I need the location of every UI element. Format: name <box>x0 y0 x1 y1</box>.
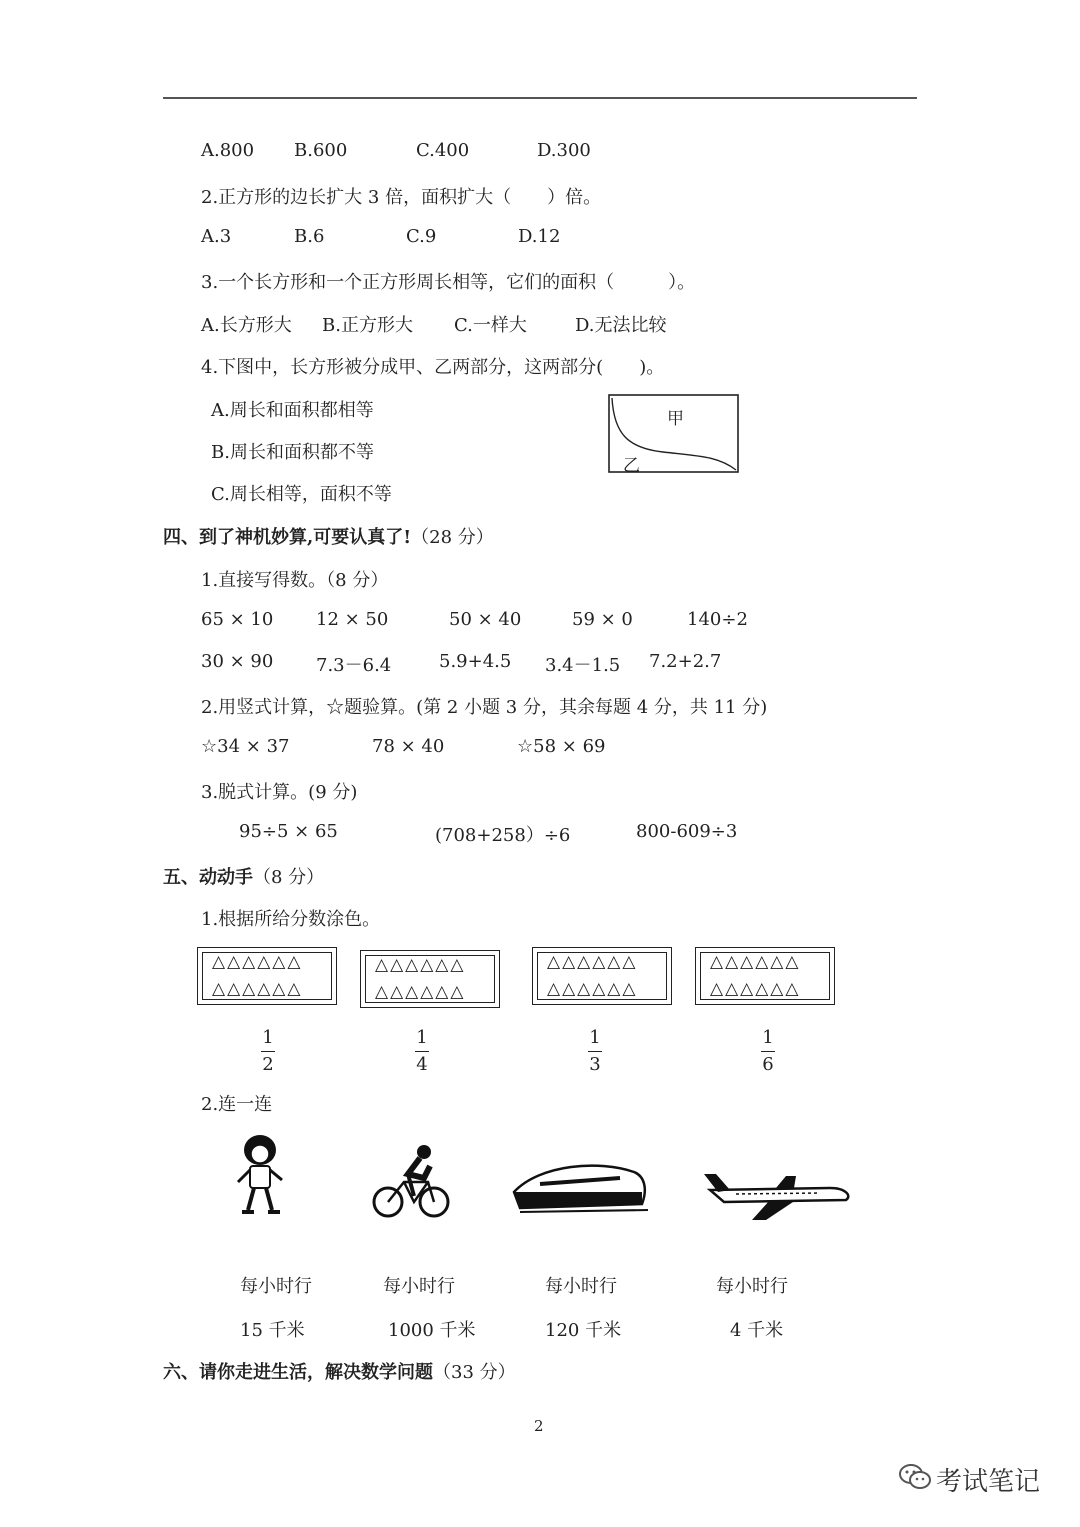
q3-option-c: C.一样大 <box>454 315 527 336</box>
section5-score: （8 分） <box>253 867 325 888</box>
triangle-row: △△△△△△ <box>212 979 303 999</box>
section4-q1-title: 1.直接写得数。（8 分） <box>201 570 389 591</box>
triangle-box-1 <box>197 947 337 1005</box>
fraction-numerator: 1 <box>416 1027 428 1048</box>
fraction-denominator: 4 <box>416 1054 428 1075</box>
section5-heading <box>163 863 324 889</box>
q2-option-a: A.3 <box>201 226 232 247</box>
calc-r2-c4: 3.4－1.5 <box>545 655 621 676</box>
q2-option-d: D.12 <box>518 226 561 247</box>
vertical-calc-2: 78 × 40 <box>372 736 445 757</box>
section5-q1-title: 1.根据所给分数涂色。 <box>201 909 381 930</box>
fraction-numerator: 1 <box>589 1027 601 1048</box>
airplane-icon <box>700 1166 854 1222</box>
stepwise-calc-3: 800-609÷3 <box>636 821 738 842</box>
calc-r1-c3: 50 × 40 <box>449 609 522 630</box>
calc-r1-c4: 59 × 0 <box>572 609 633 630</box>
calc-r1-c2: 12 × 50 <box>316 609 389 630</box>
figure-label-jia: 甲 <box>667 409 684 429</box>
q4-option-b: B.周长和面积都不等 <box>211 442 374 463</box>
q1-option-b: B.600 <box>294 140 348 161</box>
triangle-row: △△△△△△ <box>375 955 466 975</box>
q3-stem: 3.一个长方形和一个正方形周长相等，它们的面积（ ）。 <box>201 272 696 293</box>
q1-option-d: D.300 <box>537 140 591 161</box>
q3-option-b: B.正方形大 <box>322 315 413 336</box>
figure-label-yi: 乙 <box>623 456 640 476</box>
q1-option-a: A.800 <box>201 140 255 161</box>
q2-stem: 2.正方形的边长扩大 3 倍，面积扩大（ ）倍。 <box>201 187 602 208</box>
cyclist-icon <box>370 1140 452 1222</box>
triangle-box-3 <box>532 947 672 1005</box>
triangle-row: △△△△△△ <box>547 952 638 972</box>
wechat-icon <box>898 1462 932 1492</box>
fraction-1-3 <box>580 1027 610 1076</box>
section5-q2-title: 2.连一连 <box>201 1094 273 1115</box>
fraction-denominator: 6 <box>762 1054 774 1075</box>
calc-r1-c1: 65 × 10 <box>201 609 274 630</box>
walking-girl-icon <box>228 1132 294 1220</box>
page-number: 2 <box>534 1417 544 1435</box>
section5-title: 五、动动手 <box>163 867 253 888</box>
section4-q2-title: 2.用竖式计算，☆题验算。(第 2 小题 3 分，其余每题 4 分，共 11 分) <box>201 697 768 718</box>
stepwise-calc-1: 95÷5 × 65 <box>239 821 338 842</box>
q2-option-c: C.9 <box>406 226 437 247</box>
triangle-box-4 <box>695 947 835 1005</box>
speed-label-4: 每小时行 <box>716 1276 788 1297</box>
speed-value-2: 1000 千米 <box>388 1320 476 1341</box>
triangle-row: △△△△△△ <box>212 952 303 972</box>
section4-q3-title: 3.脱式计算。(9 分) <box>201 782 358 803</box>
q4-stem: 4.下图中，长方形被分成甲、乙两部分，这两部分( )。 <box>201 357 665 378</box>
calc-r2-c5: 7.2+2.7 <box>649 651 722 672</box>
speed-label-2: 每小时行 <box>383 1276 455 1297</box>
speed-value-4: 4 千米 <box>730 1320 784 1341</box>
watermark-text: 考试笔记 <box>936 1467 1041 1497</box>
triangle-row: △△△△△△ <box>710 979 801 999</box>
triangle-row: △△△△△△ <box>547 979 638 999</box>
speed-label-1: 每小时行 <box>240 1276 312 1297</box>
triangle-row: △△△△△△ <box>375 982 466 1002</box>
calc-r1-c5: 140÷2 <box>687 609 748 630</box>
stepwise-calc-2: (708+258）÷6 <box>435 825 571 846</box>
triangle-box-2 <box>360 950 500 1008</box>
fraction-numerator: 1 <box>762 1027 774 1048</box>
section6-title: 六、请你走进生活，解决数学问题 <box>163 1362 433 1383</box>
calc-r2-c1: 30 × 90 <box>201 651 274 672</box>
fraction-1-6 <box>753 1027 783 1076</box>
fraction-1-4 <box>407 1027 437 1076</box>
triangle-row: △△△△△△ <box>710 952 801 972</box>
speed-value-1: 15 千米 <box>240 1320 305 1341</box>
high-speed-train-icon <box>510 1158 652 1222</box>
fraction-denominator: 2 <box>262 1054 274 1075</box>
q3-option-d: D.无法比较 <box>575 315 667 336</box>
q4-option-a: A.周长和面积都相等 <box>211 400 374 421</box>
vertical-calc-1: ☆34 × 37 <box>201 736 290 757</box>
q1-option-c: C.400 <box>416 140 470 161</box>
fraction-denominator: 3 <box>589 1054 601 1075</box>
section4-title: 四、到了神机妙算,可要认真了! <box>163 527 412 548</box>
speed-label-3: 每小时行 <box>545 1276 617 1297</box>
section6-heading <box>163 1358 516 1384</box>
calc-r2-c3: 5.9+4.5 <box>439 651 512 672</box>
fraction-1-2 <box>253 1027 283 1076</box>
q3-option-a: A.长方形大 <box>201 315 292 336</box>
q4-option-c: C.周长相等，面积不等 <box>211 484 392 505</box>
header-rule <box>163 97 917 99</box>
section4-heading <box>163 523 494 549</box>
section4-score: （28 分） <box>411 527 494 548</box>
vertical-calc-3: ☆58 × 69 <box>517 736 606 757</box>
calc-r2-c2: 7.3－6.4 <box>316 655 392 676</box>
speed-value-3: 120 千米 <box>545 1320 622 1341</box>
fraction-numerator: 1 <box>262 1027 274 1048</box>
q2-option-b: B.6 <box>294 226 325 247</box>
section6-score: （33 分） <box>433 1362 516 1383</box>
